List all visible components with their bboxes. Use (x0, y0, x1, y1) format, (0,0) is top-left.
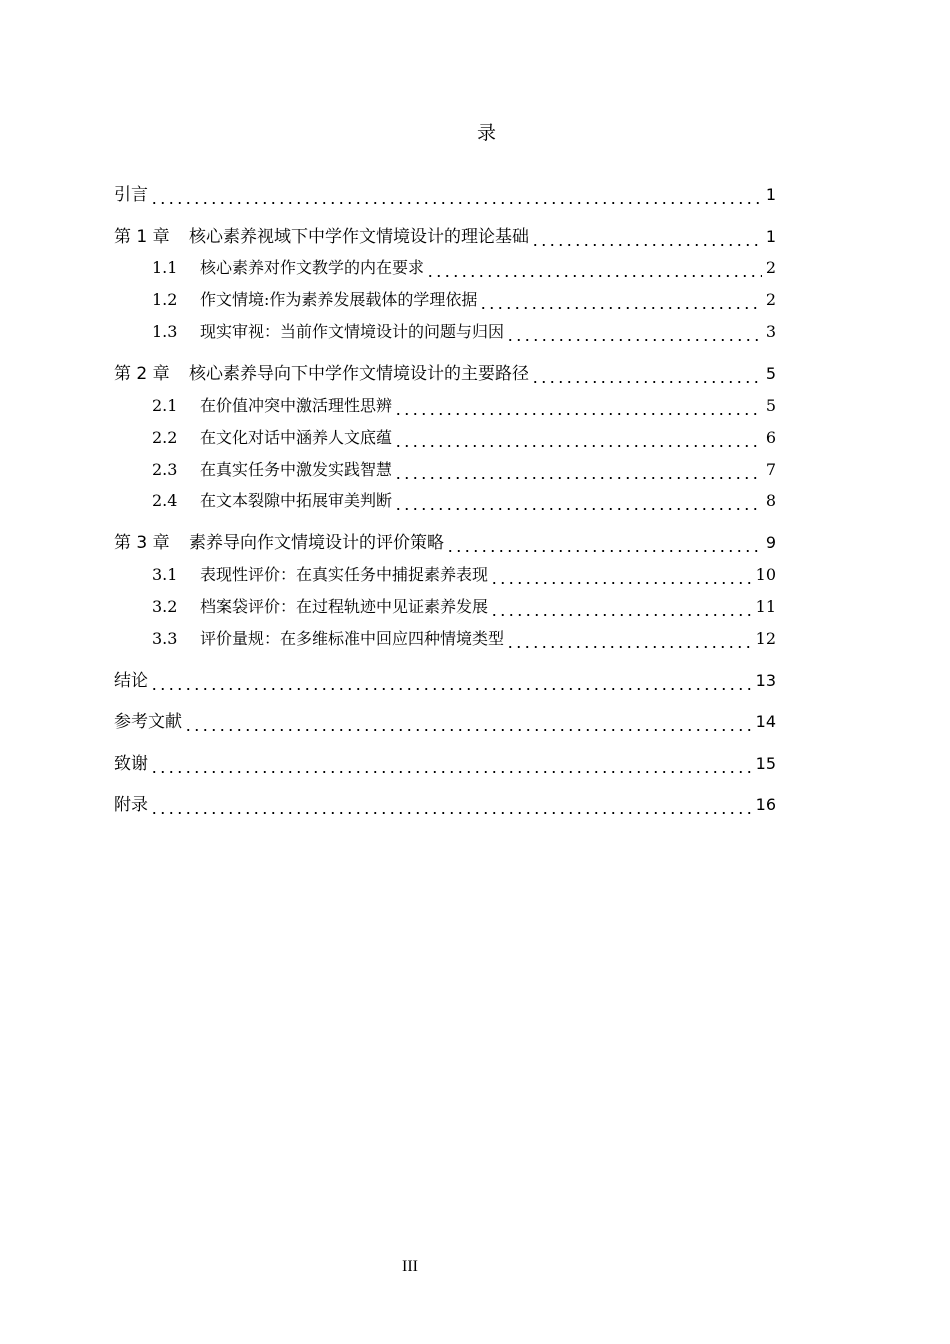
toc-entry-section[interactable] (152, 625, 776, 651)
toc-entry[interactable] (114, 181, 776, 207)
toc-entry-page: 16 (755, 795, 776, 814)
leader-dots (150, 793, 752, 817)
toc-entry[interactable] (114, 791, 776, 817)
leader-dots (394, 426, 762, 450)
section-number: 2.2 (152, 428, 178, 447)
toc-entry-title: 参考文献 (114, 712, 182, 732)
toc-entry-section[interactable] (152, 487, 776, 513)
toc-entry-page: 14 (755, 712, 776, 731)
leader-dots (150, 752, 752, 776)
toc-entry[interactable] (114, 667, 776, 693)
chapter-number: 第 2 章 (114, 364, 170, 384)
toc-entry-title: 在文本裂隙中拓展审美判断 (200, 491, 393, 510)
toc-entry-page: 8 (765, 491, 776, 510)
toc-entry-title: 现实审视：当前作文情境设计的问题与归因 (200, 322, 505, 341)
page-number: III (402, 1258, 418, 1275)
section-number: 2.4 (152, 491, 178, 510)
toc-entry-title: 在文化对话中涵养人文底蕴 (200, 428, 393, 447)
toc-entry-page: 1 (765, 227, 776, 246)
toc-entry-section[interactable] (152, 456, 776, 482)
section-number: 1.1 (152, 258, 178, 277)
leader-dots (479, 288, 761, 312)
toc-entry-page: 5 (765, 364, 776, 383)
leader-dots (394, 489, 762, 513)
toc-entry-section[interactable] (152, 593, 776, 619)
toc-entry-title: 引言 (114, 185, 148, 205)
leader-dots (506, 627, 752, 651)
toc-entry-title: 核心素养视域下中学作文情境设计的理论基础 (189, 227, 529, 247)
section-number: 2.1 (152, 396, 178, 415)
toc-entry-page: 6 (765, 428, 776, 447)
toc-entry-section[interactable] (152, 424, 776, 450)
toc-entry-title: 评价量规：在多维标准中回应四种情境类型 (200, 629, 505, 648)
leader-dots (184, 710, 752, 734)
section-number: 3.3 (152, 629, 178, 648)
toc-entry-page: 5 (765, 396, 776, 415)
toc-entry-page: 2 (765, 258, 776, 277)
toc-entry-title: 结论 (114, 671, 148, 691)
toc-entry-chapter[interactable] (114, 223, 776, 249)
toc-entry-page: 2 (765, 290, 776, 309)
toc-entry-title: 表现性评价：在真实任务中捕捉素养表现 (200, 565, 489, 584)
leader-dots (506, 320, 762, 344)
leader-dots (150, 183, 762, 207)
toc-entry-page: 3 (765, 322, 776, 341)
toc-entry-page: 7 (765, 460, 776, 479)
toc-entry-page: 1 (765, 185, 776, 204)
toc-entry-title: 档案袋评价：在过程轨迹中见证素养发展 (200, 597, 489, 616)
leader-dots (446, 531, 762, 555)
toc-entry[interactable] (114, 750, 776, 776)
toc-entry-page: 12 (755, 629, 776, 648)
toc-entry-title: 在价值冲突中激活理性思辨 (200, 396, 393, 415)
section-number: 2.3 (152, 460, 178, 479)
toc-entry-section[interactable] (152, 561, 776, 587)
leader-dots (394, 458, 762, 482)
section-number: 1.3 (152, 322, 178, 341)
leader-dots (531, 225, 762, 249)
leader-dots (426, 256, 762, 280)
leader-dots (490, 563, 752, 587)
toc-entry-chapter[interactable] (114, 529, 776, 555)
toc-entry-page: 13 (755, 671, 776, 690)
toc-entry-page: 10 (755, 565, 776, 584)
toc-entry-page: 9 (765, 533, 776, 552)
toc-entry-page: 11 (755, 597, 776, 616)
leader-dots (150, 669, 752, 693)
toc-entry-title: 作文情境:作为素养发展载体的学理依据 (200, 290, 478, 309)
chapter-number: 第 3 章 (114, 533, 170, 553)
section-number: 3.1 (152, 565, 178, 584)
toc-entry-title: 致谢 (114, 754, 148, 774)
leader-dots (531, 362, 762, 386)
toc-entry-page: 15 (755, 754, 776, 773)
toc-entry-section[interactable] (152, 318, 776, 344)
toc-entry-section[interactable] (152, 254, 776, 280)
section-number: 3.2 (152, 597, 178, 616)
toc-entry-title: 附录 (114, 795, 148, 815)
toc-entry-title: 在真实任务中激发实践智慧 (200, 460, 393, 479)
toc-heading: 录 (476, 122, 496, 144)
toc-entry[interactable] (114, 708, 776, 734)
leader-dots (490, 595, 752, 619)
toc-entry-title: 核心素养对作文教学的内在要求 (200, 258, 425, 277)
leader-dots (394, 394, 762, 418)
toc-entry-section[interactable] (152, 286, 776, 312)
toc-entry-chapter[interactable] (114, 360, 776, 386)
section-number: 1.2 (152, 290, 178, 309)
chapter-number: 第 1 章 (114, 227, 170, 247)
toc-entry-title: 素养导向作文情境设计的评价策略 (189, 533, 444, 553)
toc-entry-title: 核心素养导向下中学作文情境设计的主要路径 (189, 364, 529, 384)
toc-entry-section[interactable] (152, 392, 776, 418)
